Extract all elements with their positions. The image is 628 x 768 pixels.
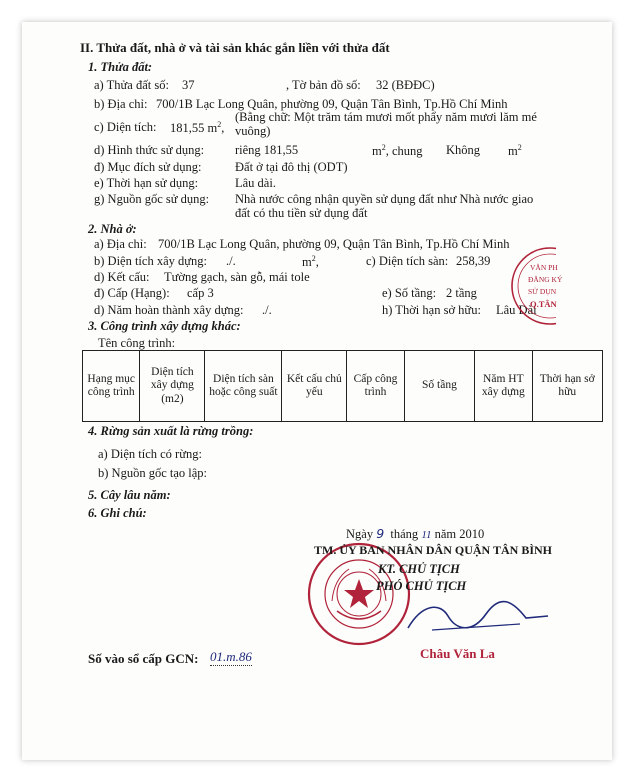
works-header-cell bbox=[83, 351, 140, 422]
house-b-value: ./. bbox=[226, 254, 236, 268]
sign-role2: PHÓ CHỦ TỊCH bbox=[376, 579, 467, 593]
house-a-value: 700/1B Lạc Long Quân, phường 09, Quận Tân Bình, Tp.Hồ Chí Minh bbox=[158, 237, 510, 251]
date-month: 11 bbox=[421, 529, 432, 541]
house-b-label: b) Diện tích xây dựng: bbox=[94, 254, 208, 268]
works-name-label: Tên công trình: bbox=[98, 336, 176, 350]
works-header-cell bbox=[532, 351, 602, 422]
stamp-side-l2: ĐĂNG KÝ bbox=[528, 275, 563, 284]
section-heading: II. Thửa đất, nhà ở và tài sản khác gắn liền với thửa đất bbox=[80, 40, 390, 55]
house-h-label: h) Thời hạn sở hữu: bbox=[382, 303, 481, 317]
house-d-value: Tường gạch, sàn gỗ, mái tole bbox=[164, 270, 310, 284]
works-header-0: Hạng mục công trình bbox=[87, 372, 135, 398]
issue-label: Số vào sổ cấp GCN: bbox=[88, 651, 199, 666]
land-b-value: 700/1B Lạc Long Quân, phường 09, Quận Tân Bình, Tp.Hồ Chí Minh bbox=[156, 97, 508, 111]
date-day: 9 bbox=[376, 526, 385, 541]
works-header-1: Diện tích xây dựng (m2) bbox=[150, 366, 194, 405]
sign-role1: KT. CHỦ TỊCH bbox=[378, 562, 460, 576]
house-h-value: Lâu Dài bbox=[496, 303, 537, 317]
perennial-title: 5. Cây lâu năm: bbox=[88, 488, 171, 502]
house-e-label: e) Số tầng: bbox=[382, 286, 437, 300]
date-year: năm 2010 bbox=[434, 527, 485, 541]
works-header-cell bbox=[140, 351, 205, 422]
works-header-7: Thời hạn sở hữu bbox=[539, 372, 595, 398]
signature-icon bbox=[402, 594, 552, 640]
house-a-label: a) Địa chỉ: bbox=[94, 237, 147, 251]
land-g-label: g) Nguồn gốc sử dụng: bbox=[94, 192, 210, 206]
registration-office-stamp bbox=[510, 240, 563, 332]
house-c-value: 258,39 bbox=[456, 254, 491, 268]
land-c-words-2: vuông) bbox=[235, 124, 271, 138]
land-c-value-wrap: 181,55 $m^2$, bbox=[170, 120, 225, 136]
works-header-cell bbox=[404, 351, 474, 422]
works-header-cell bbox=[475, 351, 532, 422]
house-dd-value: cấp 3 bbox=[187, 286, 214, 300]
date-prefix: Ngày bbox=[346, 527, 374, 541]
land-d-value: riêng 181,55 bbox=[235, 143, 299, 157]
land-a-value: 37 bbox=[182, 78, 195, 92]
land-d-chung-value: Không bbox=[446, 143, 481, 157]
stamp-side-l1: VĂN PH bbox=[530, 263, 558, 272]
land-d-unit: m bbox=[372, 144, 382, 159]
registration-stamp-ring bbox=[510, 240, 556, 332]
land-c-value: 181,55 m bbox=[170, 121, 218, 136]
land-a-label: a) Thửa đất số: bbox=[94, 78, 169, 92]
land-map-value: 32 (BĐĐC) bbox=[376, 78, 435, 92]
works-table bbox=[82, 350, 603, 422]
land-c-words-1: (Bằng chữ: Một trăm tám mươi mốt phẩy năm mươi lăm mé bbox=[235, 110, 537, 124]
forest-a-label: a) Diện tích có rừng: bbox=[98, 447, 202, 461]
works-header-cell bbox=[282, 351, 347, 422]
land-map-label: , Tờ bản đồ số: bbox=[286, 78, 361, 92]
issue-value: 01.m.86 bbox=[210, 649, 252, 664]
land-d-unit2-wrap: $m^2$ bbox=[508, 143, 522, 159]
land-d-unit-wrap: $m^2$, chung bbox=[372, 143, 423, 159]
land-g-value-1: Nhà nước công nhận quyền sử dụng đất như Nhà nước giao bbox=[235, 192, 534, 206]
forest-title: 4. Rừng sản xuất là rừng trồng: bbox=[88, 424, 254, 438]
land-dd-value: Đất ở tại đô thị (ODT) bbox=[235, 160, 348, 174]
forest-b-label: b) Nguồn gốc tạo lập: bbox=[98, 466, 208, 480]
works-header-6: Năm HT xây dựng bbox=[481, 372, 525, 398]
works-title: 3. Công trình xây dựng khác: bbox=[88, 319, 241, 333]
house-title: 2. Nhà ở: bbox=[88, 222, 137, 236]
land-e-label: e) Thời hạn sử dụng: bbox=[94, 176, 199, 190]
works-header-cell bbox=[347, 351, 404, 422]
land-dd-label: đ) Mục đích sử dụng: bbox=[94, 160, 202, 174]
house-d-label: d) Kết cấu: bbox=[94, 270, 150, 284]
table-row bbox=[83, 351, 603, 422]
works-header-cell bbox=[205, 351, 282, 422]
land-c-label: c) Diện tích: bbox=[94, 120, 157, 134]
house-f-value: ./. bbox=[262, 303, 272, 317]
stamp-side-l3: SỬ DỤN bbox=[528, 287, 557, 296]
land-g-value-2: đất có thu tiền sử dụng đất bbox=[235, 206, 368, 220]
land-e-value: Lâu dài. bbox=[235, 176, 276, 190]
land-title: 1. Thửa đất: bbox=[88, 60, 153, 74]
house-f-label: d) Năm hoàn thành xây dựng: bbox=[94, 303, 244, 317]
handwritten-signature bbox=[402, 594, 552, 640]
land-b-label: b) Địa chỉ: bbox=[94, 97, 148, 111]
house-b-unit: m bbox=[302, 255, 312, 270]
works-header-4: Cấp công trình bbox=[353, 372, 398, 398]
house-b-unit-wrap: $m^2$, bbox=[302, 254, 319, 270]
certificate-page bbox=[22, 22, 612, 760]
land-d-unit2: m bbox=[508, 144, 518, 159]
works-header-5: Số tầng bbox=[422, 379, 457, 392]
house-dd-label: đ) Cấp (Hạng): bbox=[94, 286, 170, 300]
works-header-3: Kết cấu chủ yếu bbox=[286, 372, 342, 398]
signer-name: Châu Văn La bbox=[420, 646, 495, 661]
land-d-chung-label: , chung bbox=[385, 144, 423, 159]
sign-org: TM. ỦY BAN NHÂN DÂN QUẬN TÂN BÌNH bbox=[314, 543, 553, 557]
works-header-2: Diện tích sàn hoặc công suất bbox=[209, 372, 278, 398]
notes-title: 6. Ghi chú: bbox=[88, 506, 147, 520]
land-d-label: d) Hình thức sử dụng: bbox=[94, 143, 205, 157]
date-month-label: tháng bbox=[390, 527, 419, 541]
stamp-side-l4: Q.TÂN bbox=[530, 299, 557, 309]
house-e-value: 2 tầng bbox=[446, 286, 477, 300]
house-c-label: c) Diện tích sàn: bbox=[366, 254, 449, 268]
